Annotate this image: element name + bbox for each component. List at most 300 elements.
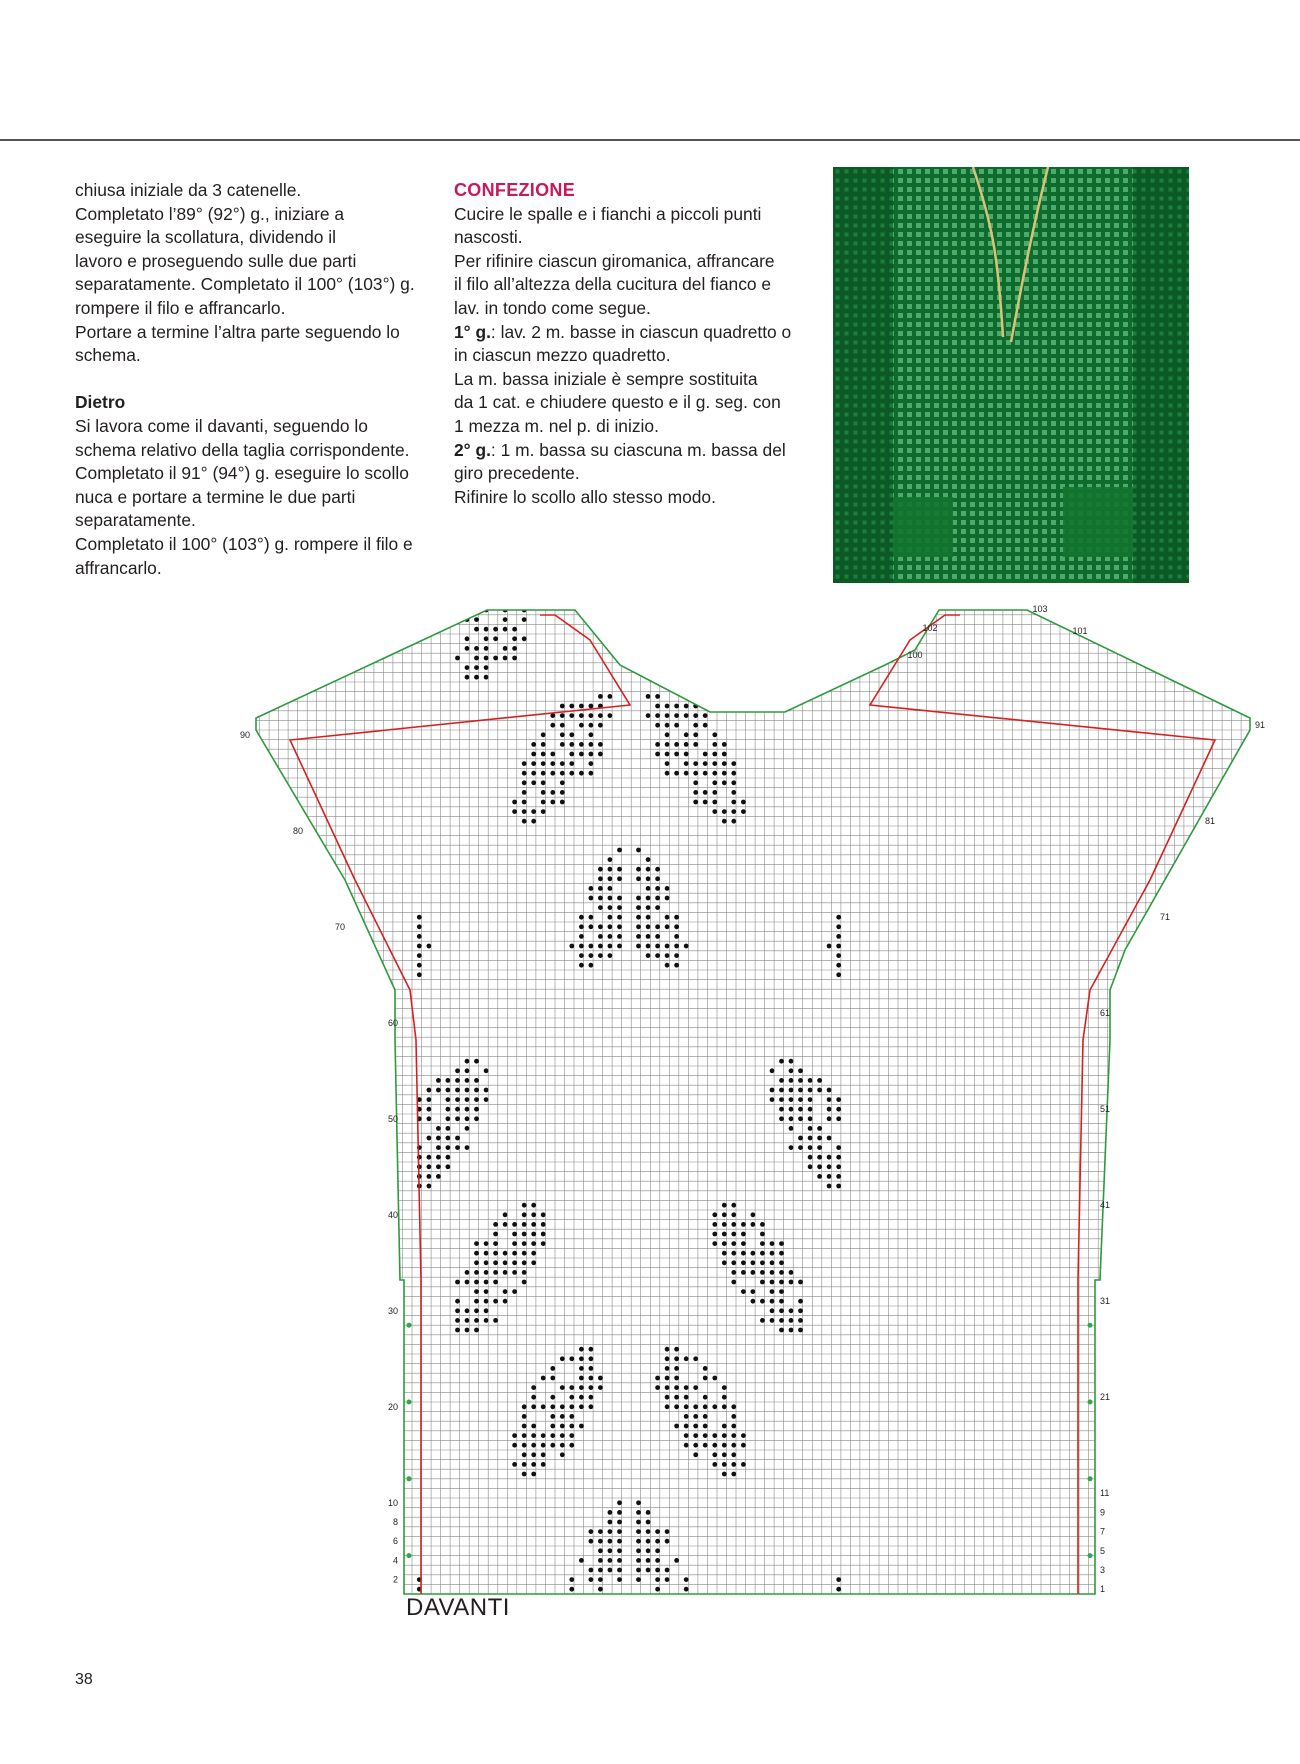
text-span: : lav. 2 m. basse in ciascun quadretto o	[490, 321, 792, 342]
filled-dot	[598, 924, 603, 929]
filled-dot	[779, 675, 784, 680]
filled-dot	[579, 1376, 584, 1381]
filled-dot	[617, 896, 622, 901]
filled-dot	[617, 1539, 622, 1544]
filled-dot	[541, 800, 546, 805]
filled-dot	[569, 704, 574, 709]
filled-dot	[646, 1529, 651, 1534]
filled-dot	[655, 1568, 660, 1573]
filled-dot	[684, 1577, 689, 1582]
filled-dot	[550, 790, 555, 795]
filled-dot	[646, 934, 651, 939]
filled-dot	[579, 1395, 584, 1400]
chart-title: DAVANTI	[406, 1594, 510, 1621]
filled-dot	[522, 1232, 527, 1237]
filled-dot	[770, 636, 775, 641]
filled-dot	[608, 1529, 613, 1534]
filled-dot	[608, 1548, 613, 1553]
filled-dot	[569, 1433, 574, 1438]
filled-dot	[731, 1222, 736, 1227]
filled-dot	[722, 1424, 727, 1429]
filled-dot	[731, 1424, 736, 1429]
filled-dot	[474, 1241, 479, 1246]
filled-dot	[608, 924, 613, 929]
filled-dot	[703, 723, 708, 728]
filled-dot	[789, 1097, 794, 1102]
filled-dot	[493, 1241, 498, 1246]
filled-dot	[617, 1529, 622, 1534]
filled-dot	[817, 1136, 822, 1141]
filled-dot	[512, 1232, 517, 1237]
filled-dot	[674, 953, 679, 958]
filled-dot	[751, 617, 756, 622]
filled-dot	[589, 1529, 594, 1534]
filled-dot	[474, 617, 479, 622]
filled-dot	[655, 713, 660, 718]
row-label-right: 71	[1160, 912, 1171, 923]
filled-dot	[617, 1500, 622, 1505]
filled-dot	[827, 1097, 832, 1102]
filled-dot	[703, 1433, 708, 1438]
filled-dot	[722, 1443, 727, 1448]
filled-dot	[731, 1232, 736, 1237]
filled-dot	[712, 1452, 717, 1457]
filled-dot	[417, 972, 422, 977]
filled-dot	[836, 1116, 841, 1121]
filled-dot	[779, 1241, 784, 1246]
filled-dot	[579, 704, 584, 709]
filled-dot	[598, 694, 603, 699]
row-label-left: 70	[334, 921, 345, 932]
filled-dot	[541, 1241, 546, 1246]
filled-dot	[569, 1424, 574, 1429]
filled-dot	[789, 1107, 794, 1112]
filled-dot	[484, 1270, 489, 1275]
filled-dot	[598, 742, 603, 747]
confezione-heading: CONFEZIONE	[454, 180, 576, 200]
filled-dot	[608, 1568, 613, 1573]
filled-dot	[836, 1097, 841, 1102]
filled-dot	[484, 1251, 489, 1256]
filled-dot	[531, 1251, 536, 1256]
filled-dot	[560, 1424, 565, 1429]
filled-dot	[531, 1433, 536, 1438]
filled-dot	[731, 617, 736, 622]
filled-dot	[493, 1318, 498, 1323]
filled-dot	[836, 1577, 841, 1582]
filled-dot	[617, 1520, 622, 1525]
filled-dot	[751, 627, 756, 632]
filled-dot	[617, 1568, 622, 1573]
filled-dot	[589, 1366, 594, 1371]
filled-dot	[531, 1443, 536, 1448]
filled-dot	[693, 732, 698, 737]
filled-dot	[512, 809, 517, 814]
filled-dot	[474, 1251, 479, 1256]
filled-dot	[703, 761, 708, 766]
filled-dot	[731, 1260, 736, 1265]
filled-dot	[684, 1414, 689, 1419]
filled-dot	[674, 1385, 679, 1390]
filled-dot	[636, 1510, 641, 1515]
filled-dot	[665, 752, 670, 757]
filled-dot	[779, 1328, 784, 1333]
paragraph-dietro	[75, 415, 445, 580]
filled-dot	[770, 656, 775, 661]
filled-dot	[636, 1500, 641, 1505]
filled-dot	[712, 1433, 717, 1438]
filled-dot	[703, 1424, 708, 1429]
filled-dot	[636, 905, 641, 910]
filled-dot	[665, 761, 670, 766]
filled-dot	[503, 627, 508, 632]
filled-dot	[712, 732, 717, 737]
filled-dot	[751, 1270, 756, 1275]
filled-dot	[589, 732, 594, 737]
filled-dot	[760, 1251, 765, 1256]
filled-dot	[436, 1088, 441, 1093]
filled-dot	[579, 723, 584, 728]
filled-dot	[731, 1404, 736, 1409]
filled-dot	[522, 1414, 527, 1419]
filled-dot	[608, 896, 613, 901]
filled-dot	[522, 1433, 527, 1438]
filled-dot	[579, 934, 584, 939]
filled-dot	[484, 665, 489, 670]
filled-dot	[741, 1232, 746, 1237]
filled-dot	[589, 1376, 594, 1381]
filled-dot	[522, 1424, 527, 1429]
filled-dot	[722, 1433, 727, 1438]
filled-dot	[760, 636, 765, 641]
filled-dot	[741, 1222, 746, 1227]
filled-dot	[751, 646, 756, 651]
filled-dot	[493, 1251, 498, 1256]
filled-dot	[550, 1443, 555, 1448]
filled-dot	[693, 742, 698, 747]
filled-dot	[579, 1366, 584, 1371]
row-label-right: 61	[1100, 1008, 1111, 1019]
filled-dot	[569, 1587, 574, 1592]
filled-dot	[579, 915, 584, 920]
filled-dot	[665, 963, 670, 968]
filled-dot	[817, 1164, 822, 1169]
filled-dot	[541, 742, 546, 747]
filled-dot	[617, 905, 622, 910]
filled-dot	[779, 1251, 784, 1256]
filled-dot	[531, 780, 536, 785]
filled-dot	[512, 646, 517, 651]
filled-dot	[751, 1251, 756, 1256]
filled-dot	[598, 752, 603, 757]
filled-dot	[798, 1068, 803, 1073]
filled-dot	[636, 867, 641, 872]
filled-dot	[522, 636, 527, 641]
filled-dot	[569, 761, 574, 766]
filled-dot	[465, 1126, 470, 1131]
filled-dot	[655, 704, 660, 709]
filled-dot	[493, 656, 498, 661]
filled-dot	[560, 1385, 565, 1390]
filled-dot	[522, 1472, 527, 1477]
filled-dot	[503, 1260, 508, 1265]
filled-dot	[455, 1280, 460, 1285]
filled-dot	[731, 1241, 736, 1246]
filled-dot	[741, 646, 746, 651]
filled-dot	[484, 1241, 489, 1246]
filled-dot	[541, 732, 546, 737]
filled-dot	[779, 646, 784, 651]
filled-dot	[665, 924, 670, 929]
filled-dot	[608, 953, 613, 958]
text-line: separatamente.	[75, 510, 196, 531]
row-label-right: 31	[1100, 1296, 1111, 1307]
dietro-heading: Dietro	[75, 392, 126, 413]
filled-dot	[636, 934, 641, 939]
filled-dot	[560, 1356, 565, 1361]
filled-dot	[798, 1136, 803, 1141]
filled-dot	[655, 752, 660, 757]
filled-dot	[550, 752, 555, 757]
filled-dot	[779, 1280, 784, 1285]
filled-dot	[808, 1126, 813, 1131]
filled-dot	[598, 953, 603, 958]
filled-dot	[484, 1097, 489, 1102]
filled-dot	[579, 1347, 584, 1352]
filled-dot	[665, 1568, 670, 1573]
filled-dot	[703, 771, 708, 776]
filled-dot	[789, 1328, 794, 1333]
filled-dot	[789, 1088, 794, 1093]
filled-dot	[560, 1443, 565, 1448]
filled-dot	[684, 1356, 689, 1361]
filled-dot	[751, 1222, 756, 1227]
header-rule	[0, 139, 1300, 141]
filled-dot	[646, 944, 651, 949]
filled-dot	[550, 771, 555, 776]
filled-dot	[827, 1088, 832, 1093]
filled-dot	[436, 1155, 441, 1160]
text-line: Completato il 91° (94°) g. eseguire lo scollo	[75, 463, 409, 484]
filled-dot	[598, 1568, 603, 1573]
filled-dot	[531, 1424, 536, 1429]
filled-dot	[789, 1059, 794, 1064]
filled-dot	[474, 1078, 479, 1083]
filled-dot	[550, 1414, 555, 1419]
filled-dot	[817, 1126, 822, 1131]
filled-dot	[817, 1088, 822, 1093]
filled-dot	[465, 1116, 470, 1121]
filled-dot	[722, 771, 727, 776]
filled-dot	[465, 636, 470, 641]
filled-dot	[731, 1462, 736, 1467]
filled-dot	[503, 1299, 508, 1304]
filled-dot	[808, 1078, 813, 1083]
text-line: affrancarlo.	[75, 557, 162, 578]
filled-dot	[770, 1260, 775, 1265]
filled-dot	[655, 1587, 660, 1592]
filled-dot	[589, 886, 594, 891]
filled-dot	[770, 1318, 775, 1323]
filled-dot	[598, 1548, 603, 1553]
text-line: nuca e portare a termine le due parti	[75, 486, 356, 507]
text-line: nascosti.	[454, 227, 523, 248]
filled-dot	[722, 1404, 727, 1409]
filled-dot	[770, 608, 775, 613]
filled-dot	[674, 1347, 679, 1352]
filled-dot	[789, 665, 794, 670]
filled-dot	[760, 1270, 765, 1275]
filled-dot	[531, 1404, 536, 1409]
filled-dot	[484, 1088, 489, 1093]
filled-dot	[531, 1241, 536, 1246]
filled-dot	[589, 1356, 594, 1361]
filled-dot	[731, 790, 736, 795]
filled-dot	[465, 1059, 470, 1064]
filled-dot	[569, 1414, 574, 1419]
filled-dot	[731, 1443, 736, 1448]
filled-dot	[646, 915, 651, 920]
filled-dot	[531, 771, 536, 776]
filled-dot	[770, 1308, 775, 1313]
filled-dot	[446, 1078, 451, 1083]
filled-dot	[522, 761, 527, 766]
row-label-right: 21	[1100, 1392, 1111, 1403]
filled-dot	[446, 1164, 451, 1169]
filled-dot	[522, 1270, 527, 1275]
filled-dot	[741, 1443, 746, 1448]
green-dot	[1088, 1476, 1093, 1481]
filled-dot	[693, 1424, 698, 1429]
filled-dot	[655, 1548, 660, 1553]
filled-dot	[741, 1462, 746, 1467]
filled-dot	[646, 713, 651, 718]
filled-dot	[741, 1251, 746, 1256]
row-label-right: 1	[1100, 1584, 1106, 1595]
filled-dot	[455, 1078, 460, 1083]
filled-dot	[789, 646, 794, 651]
filled-dot	[817, 1078, 822, 1083]
filled-dot	[779, 1107, 784, 1112]
filled-dot	[722, 1385, 727, 1390]
filled-dot	[474, 665, 479, 670]
filled-dot	[465, 1078, 470, 1083]
filled-dot	[731, 608, 736, 613]
filled-dot	[512, 1241, 517, 1246]
filled-dot	[703, 752, 708, 757]
filled-dot	[798, 1088, 803, 1093]
filled-dot	[798, 1280, 803, 1285]
filled-dot	[522, 617, 527, 622]
filled-dot	[731, 1414, 736, 1419]
row-label-top: 102	[922, 623, 938, 633]
filled-dot	[579, 944, 584, 949]
filled-dot	[560, 723, 565, 728]
filled-dot	[493, 1260, 498, 1265]
filled-dot	[789, 1078, 794, 1083]
filled-dot	[674, 1558, 679, 1563]
row-label-right: 81	[1205, 816, 1216, 827]
filled-dot	[465, 1328, 470, 1333]
filled-dot	[712, 809, 717, 814]
filled-dot	[836, 963, 841, 968]
filled-dot	[493, 1232, 498, 1237]
text-line: Per rifinire ciascun giromanica, affrancare	[454, 250, 775, 271]
filled-dot	[522, 1251, 527, 1256]
filled-dot	[741, 1289, 746, 1294]
filled-dot	[512, 1260, 517, 1265]
filled-dot	[693, 1404, 698, 1409]
filled-dot	[474, 1088, 479, 1093]
filled-dot	[798, 1078, 803, 1083]
filled-dot	[665, 1376, 670, 1381]
filled-dot	[484, 1260, 489, 1265]
text-line: schema relativo della taglia corrispondente.	[75, 439, 410, 460]
filled-dot	[665, 1404, 670, 1409]
filled-dot	[589, 896, 594, 901]
filled-dot	[798, 1107, 803, 1112]
filled-dot	[541, 752, 546, 757]
filled-dot	[474, 1116, 479, 1121]
filled-dot	[465, 1280, 470, 1285]
filled-dot	[712, 1241, 717, 1246]
filled-dot	[693, 1356, 698, 1361]
filled-dot	[731, 1433, 736, 1438]
filled-dot	[827, 1184, 832, 1189]
filled-dot	[655, 1539, 660, 1544]
filled-dot	[608, 867, 613, 872]
filled-dot	[779, 1289, 784, 1294]
filled-dot	[598, 1558, 603, 1563]
filled-dot	[465, 1145, 470, 1150]
filled-dot	[779, 1299, 784, 1304]
filled-dot	[541, 790, 546, 795]
filled-dot	[589, 704, 594, 709]
filled-dot	[789, 1116, 794, 1121]
filled-dot	[665, 732, 670, 737]
filled-dot	[712, 790, 717, 795]
text-line: 1 mezza m. nel p. di inizio.	[454, 415, 659, 436]
row-label-left: 60	[387, 1017, 398, 1028]
filled-dot	[589, 953, 594, 958]
filled-dot	[598, 944, 603, 949]
filled-dot	[655, 1376, 660, 1381]
text-line: Completato l’89° (92°) g., iniziare a	[75, 203, 345, 224]
filled-dot	[646, 1558, 651, 1563]
filled-dot	[712, 1404, 717, 1409]
filled-dot	[608, 857, 613, 862]
filled-dot	[684, 1385, 689, 1390]
filled-dot	[751, 1299, 756, 1304]
filled-dot	[731, 819, 736, 824]
filled-dot	[608, 713, 613, 718]
filled-dot	[589, 1404, 594, 1409]
filled-dot	[684, 704, 689, 709]
filled-dot	[712, 1443, 717, 1448]
filled-dot	[455, 1097, 460, 1102]
filled-dot	[836, 915, 841, 920]
row-label-left: 8	[392, 1517, 398, 1527]
filled-dot	[465, 1270, 470, 1275]
filled-dot	[636, 1577, 641, 1582]
filled-dot	[836, 934, 841, 939]
filled-dot	[427, 1136, 432, 1141]
filled-dot	[503, 1222, 508, 1227]
filled-dot	[741, 1241, 746, 1246]
filled-dot	[617, 934, 622, 939]
filled-dot	[598, 896, 603, 901]
filled-dot	[531, 761, 536, 766]
